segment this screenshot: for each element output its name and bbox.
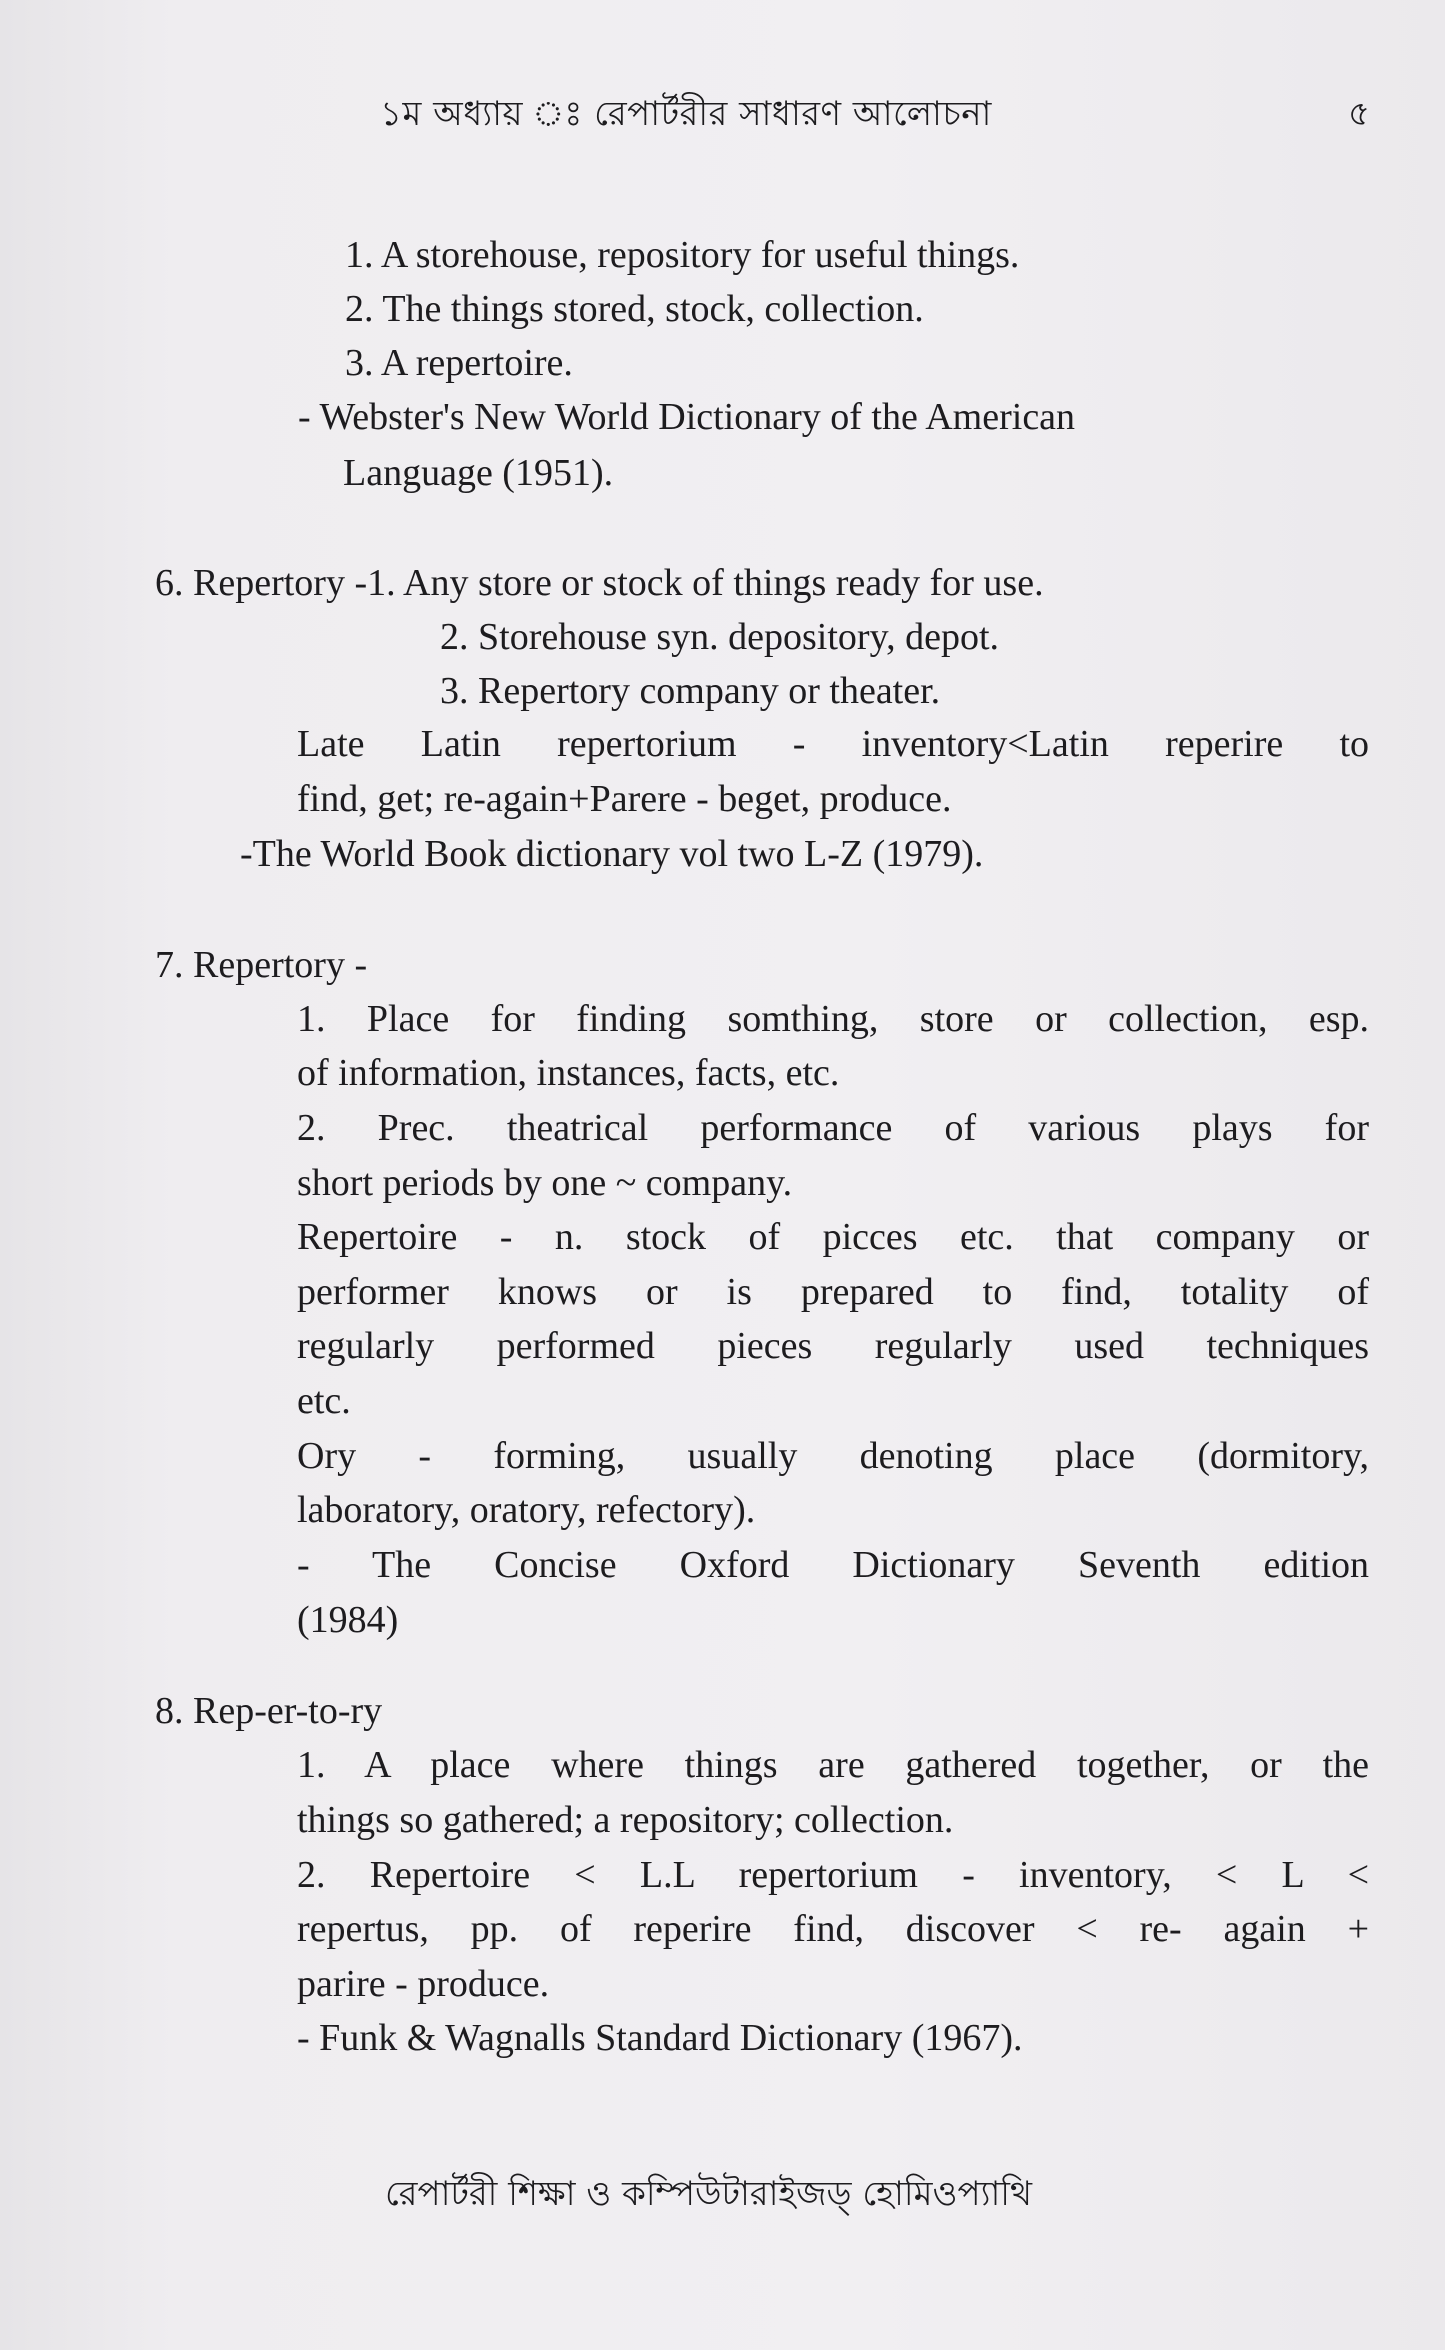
entry7-ory-2: laboratory, oratory, refectory). xyxy=(297,1489,756,1531)
entry7-source-1: - The Concise Oxford Dictionary Seventh edition xyxy=(297,1544,1369,1586)
entry8-def-2b: repertus, pp. of reperire find, discover < re- again + xyxy=(297,1908,1369,1950)
entry7-def-2a: 2. Prec. theatrical performance of various plays for xyxy=(297,1107,1369,1149)
page-number: ৫ xyxy=(1348,94,1371,134)
entry6-source: -The World Book dictionary vol two L-Z (1979). xyxy=(240,833,984,875)
entry7-ory-1: Ory - forming, usually denoting place (dormitory, xyxy=(297,1435,1369,1477)
entry5-def-1: 1. A storehouse, repository for useful things. xyxy=(345,234,1020,276)
entry8-heading: 8. Rep-er-to-ry xyxy=(155,1690,383,1732)
entry7-repertoire-3: regularly performed pieces regularly used techniques xyxy=(297,1325,1369,1367)
entry7-repertoire-1: Repertoire - n. stock of picces etc. that company or xyxy=(297,1216,1369,1258)
entry7-repertoire-2: performer knows or is prepared to find, totality of xyxy=(297,1271,1369,1313)
entry5-def-2: 2. The things stored, stock, collection. xyxy=(345,288,924,330)
running-header: ১ম অধ্যায় ঃ রেপার্টরীর সাধারণ আলোচনা xyxy=(380,94,992,134)
entry8-source: - Funk & Wagnalls Standard Dictionary (1967). xyxy=(297,2017,1023,2059)
entry8-def-1b: things so gathered; a repository; collection. xyxy=(297,1799,954,1841)
entry7-source-2: (1984) xyxy=(297,1599,399,1641)
entry7-def-2b: short periods by one ~ company. xyxy=(297,1162,793,1204)
entry6-def-3: 3. Repertory company or theater. xyxy=(440,670,941,712)
entry5-def-3: 3. A repertoire. xyxy=(345,342,573,384)
entry7-def-1b: of information, instances, facts, etc. xyxy=(297,1052,840,1094)
entry6-etymology-2: find, get; re-again+Parere - beget, produce. xyxy=(297,778,952,820)
entry8-def-1a: 1. A place where things are gathered together, or the xyxy=(297,1744,1369,1786)
entry7-heading: 7. Repertory - xyxy=(155,944,368,986)
entry6-def-1: 6. Repertory -1. Any store or stock of things ready for use. xyxy=(155,562,1044,604)
entry7-def-1a: 1. Place for finding somthing, store or collection, esp. xyxy=(297,998,1369,1040)
running-footer: রেপার্টরী শিক্ষা ও কম্পিউটারাইজড্ হোমিওপ্যাথি xyxy=(385,2174,1033,2214)
entry8-def-2a: 2. Repertoire < L.L repertorium - inventory, < L < xyxy=(297,1854,1369,1896)
entry5-source-1: - Webster's New World Dictionary of the American xyxy=(298,396,1076,438)
entry6-etymology-1: Late Latin repertorium - inventory<Latin reperire to xyxy=(297,723,1369,765)
entry5-source-2: Language (1951). xyxy=(343,452,614,494)
entry7-repertoire-4: etc. xyxy=(297,1380,351,1422)
entry8-def-2c: parire - produce. xyxy=(297,1963,550,2005)
entry6-def-2: 2. Storehouse syn. depository, depot. xyxy=(440,616,1000,658)
